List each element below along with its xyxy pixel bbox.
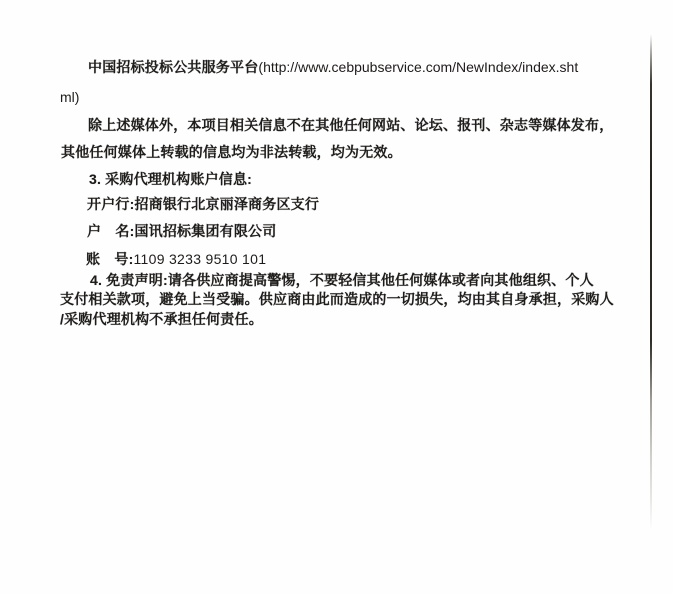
bank-name-line: 开户行:招商银行北京丽泽商务区支行: [87, 196, 320, 212]
platform-url-wrap-line: ml): [60, 89, 80, 105]
platform-name-text: 中国招标投标公共服务平台: [88, 59, 259, 75]
platform-listing-line: [88, 59, 578, 76]
media-notice-line-1: 除上述媒体外，本项目相关信息不在其他任何网站、论坛、报刊、杂志等媒体发布，: [88, 117, 614, 133]
disclaimer-line-2: 支付相关款项，避免上当受骗。供应商由此而造成的一切损失，均由其自身承担，采购人: [60, 291, 614, 307]
account-number-line: [86, 251, 266, 268]
disclaimer-line-3: /采购代理机构不承担任何责任。: [60, 311, 263, 327]
media-notice-line-2: 其他任何媒体上转载的信息均为非法转载，均为无效。: [61, 144, 402, 160]
scan-edge-artifact-line: [650, 34, 652, 530]
account-number-value: 1109 3233 9510 101: [133, 251, 267, 267]
account-name-line: 户 名:国讯招标集团有限公司: [87, 223, 277, 239]
account-number-label: 账 号:: [86, 251, 134, 267]
disclaimer-line-1: 4. 免责声明:请各供应商提高警惕，不要轻信其他任何媒体或者向其他组织、个人: [90, 272, 594, 288]
platform-url-text: (http://www.cebpubservice.com/NewIndex/index.sht: [258, 59, 579, 75]
account-section-heading: 3. 采购代理机构账户信息:: [89, 171, 253, 187]
